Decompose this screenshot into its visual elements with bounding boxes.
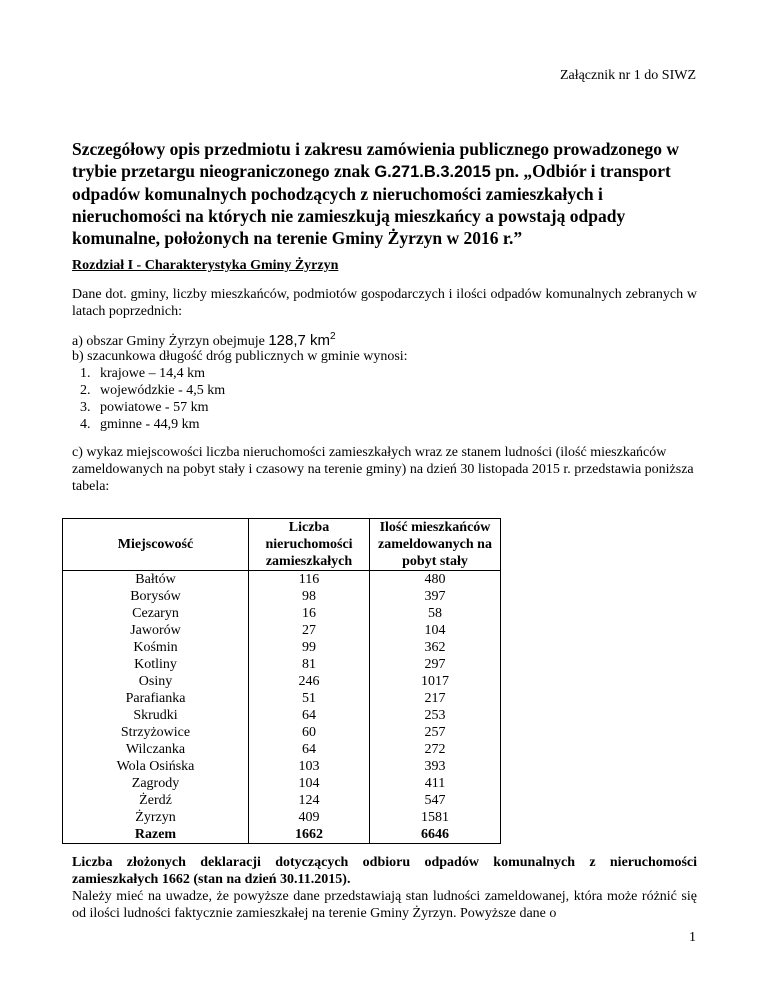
area-text: a) obszar Gminy Żyrzyn obejmuje bbox=[72, 334, 269, 349]
intro-paragraph: Dane dot. gminy, liczby mieszkańców, podmiotów gospodarczych i ilości odpadów komunalnych zebranych w latach poprzednich: bbox=[72, 287, 697, 319]
places-column: Bałtów Borysów Cezaryn Jaworów Kośmin Kotliny Osiny Parafianka Skrudki Strzyżowice Wilczanka Wola Osińska Zagrody Żerdź Żyrzyn Razem bbox=[63, 571, 249, 844]
note-paragraph: Należy mieć na uwadze, że powyższe dane przedstawiają stan ludności zameldowanej, która może różnić się od ilości ludności faktycznie zamieszkałej na terenie Gminy Żyrzyn. Powyższe dane o bbox=[72, 889, 697, 921]
table-body-row bbox=[63, 571, 501, 844]
residents-column: 480 397 58 104 362 297 1017 217 253 257 272 393 411 547 1581 6646 bbox=[370, 571, 501, 844]
title-part-1: Szczegółowy opis przedmiotu i zakresu zamówienia publicznego prowadzonego w trybie przetargu nieograniczonego znak bbox=[72, 139, 679, 181]
total-properties: 1662 bbox=[295, 827, 323, 842]
area-number: 128,7 km bbox=[268, 332, 331, 349]
page-number: 1 bbox=[689, 930, 696, 945]
case-code: G.271.B.3.2015 bbox=[374, 163, 491, 181]
table-intro: c) wykaz miejscowości liczba nieruchomości zamieszkałych wraz ze stanem ludności (ilość mieszkańców zameldowanych na pobyt stały i czasowy na terenie gminy) na dzień 30 listopada 2015 r. przedstawia poniższa tabela: bbox=[72, 445, 694, 494]
list-item: 2. wojewódzkie - 4,5 km bbox=[80, 383, 226, 398]
document-title bbox=[72, 138, 697, 249]
list-item: 1. krajowe – 14,4 km bbox=[80, 366, 205, 381]
section-heading: Rozdział I - Charakterystyka Gminy Żyrzyn bbox=[72, 258, 339, 273]
list-item: 3. powiatowe - 57 km bbox=[80, 400, 209, 415]
table-header-row bbox=[63, 519, 501, 571]
annex-label: Załącznik nr 1 do SIWZ bbox=[559, 68, 696, 83]
roads-intro: b) szacunkowa długość dróg publicznych w gminie wynosi: bbox=[72, 349, 408, 364]
properties-column: 116 98 16 27 99 81 246 51 64 60 64 103 104 124 409 1662 bbox=[249, 571, 370, 844]
total-residents: 6646 bbox=[421, 827, 449, 842]
area-paragraph bbox=[72, 328, 697, 350]
population-table bbox=[62, 518, 501, 844]
total-label: Razem bbox=[134, 827, 177, 842]
header-properties: Liczba nieruchomości zamieszkałych bbox=[249, 519, 370, 571]
declarations-paragraph: Liczba złożonych deklaracji dotyczących odbioru odpadów komunalnych z nieruchomości zamieszkałych 1662 (stan na dzień 30.11.2015). bbox=[72, 855, 697, 887]
area-superscript: 2 bbox=[330, 331, 336, 342]
roads-list bbox=[72, 365, 225, 433]
title-part-2: pn. „Odbiór i transport odpadów komunalnych pochodzących z nieruchomości zamieszkałych i nieruchomości na których nie zamieszkują mieszkańcy a powstają odpady komunalne, położonych na terenie Gminy Żyrzyn w 2016 r.” bbox=[72, 161, 671, 248]
list-item: 4. gminne - 44,9 km bbox=[80, 417, 200, 432]
area-value bbox=[268, 332, 335, 349]
header-place: Miejscowość bbox=[63, 519, 249, 571]
header-residents: Ilość mieszkańców zameldowanych na pobyt stały bbox=[370, 519, 501, 571]
